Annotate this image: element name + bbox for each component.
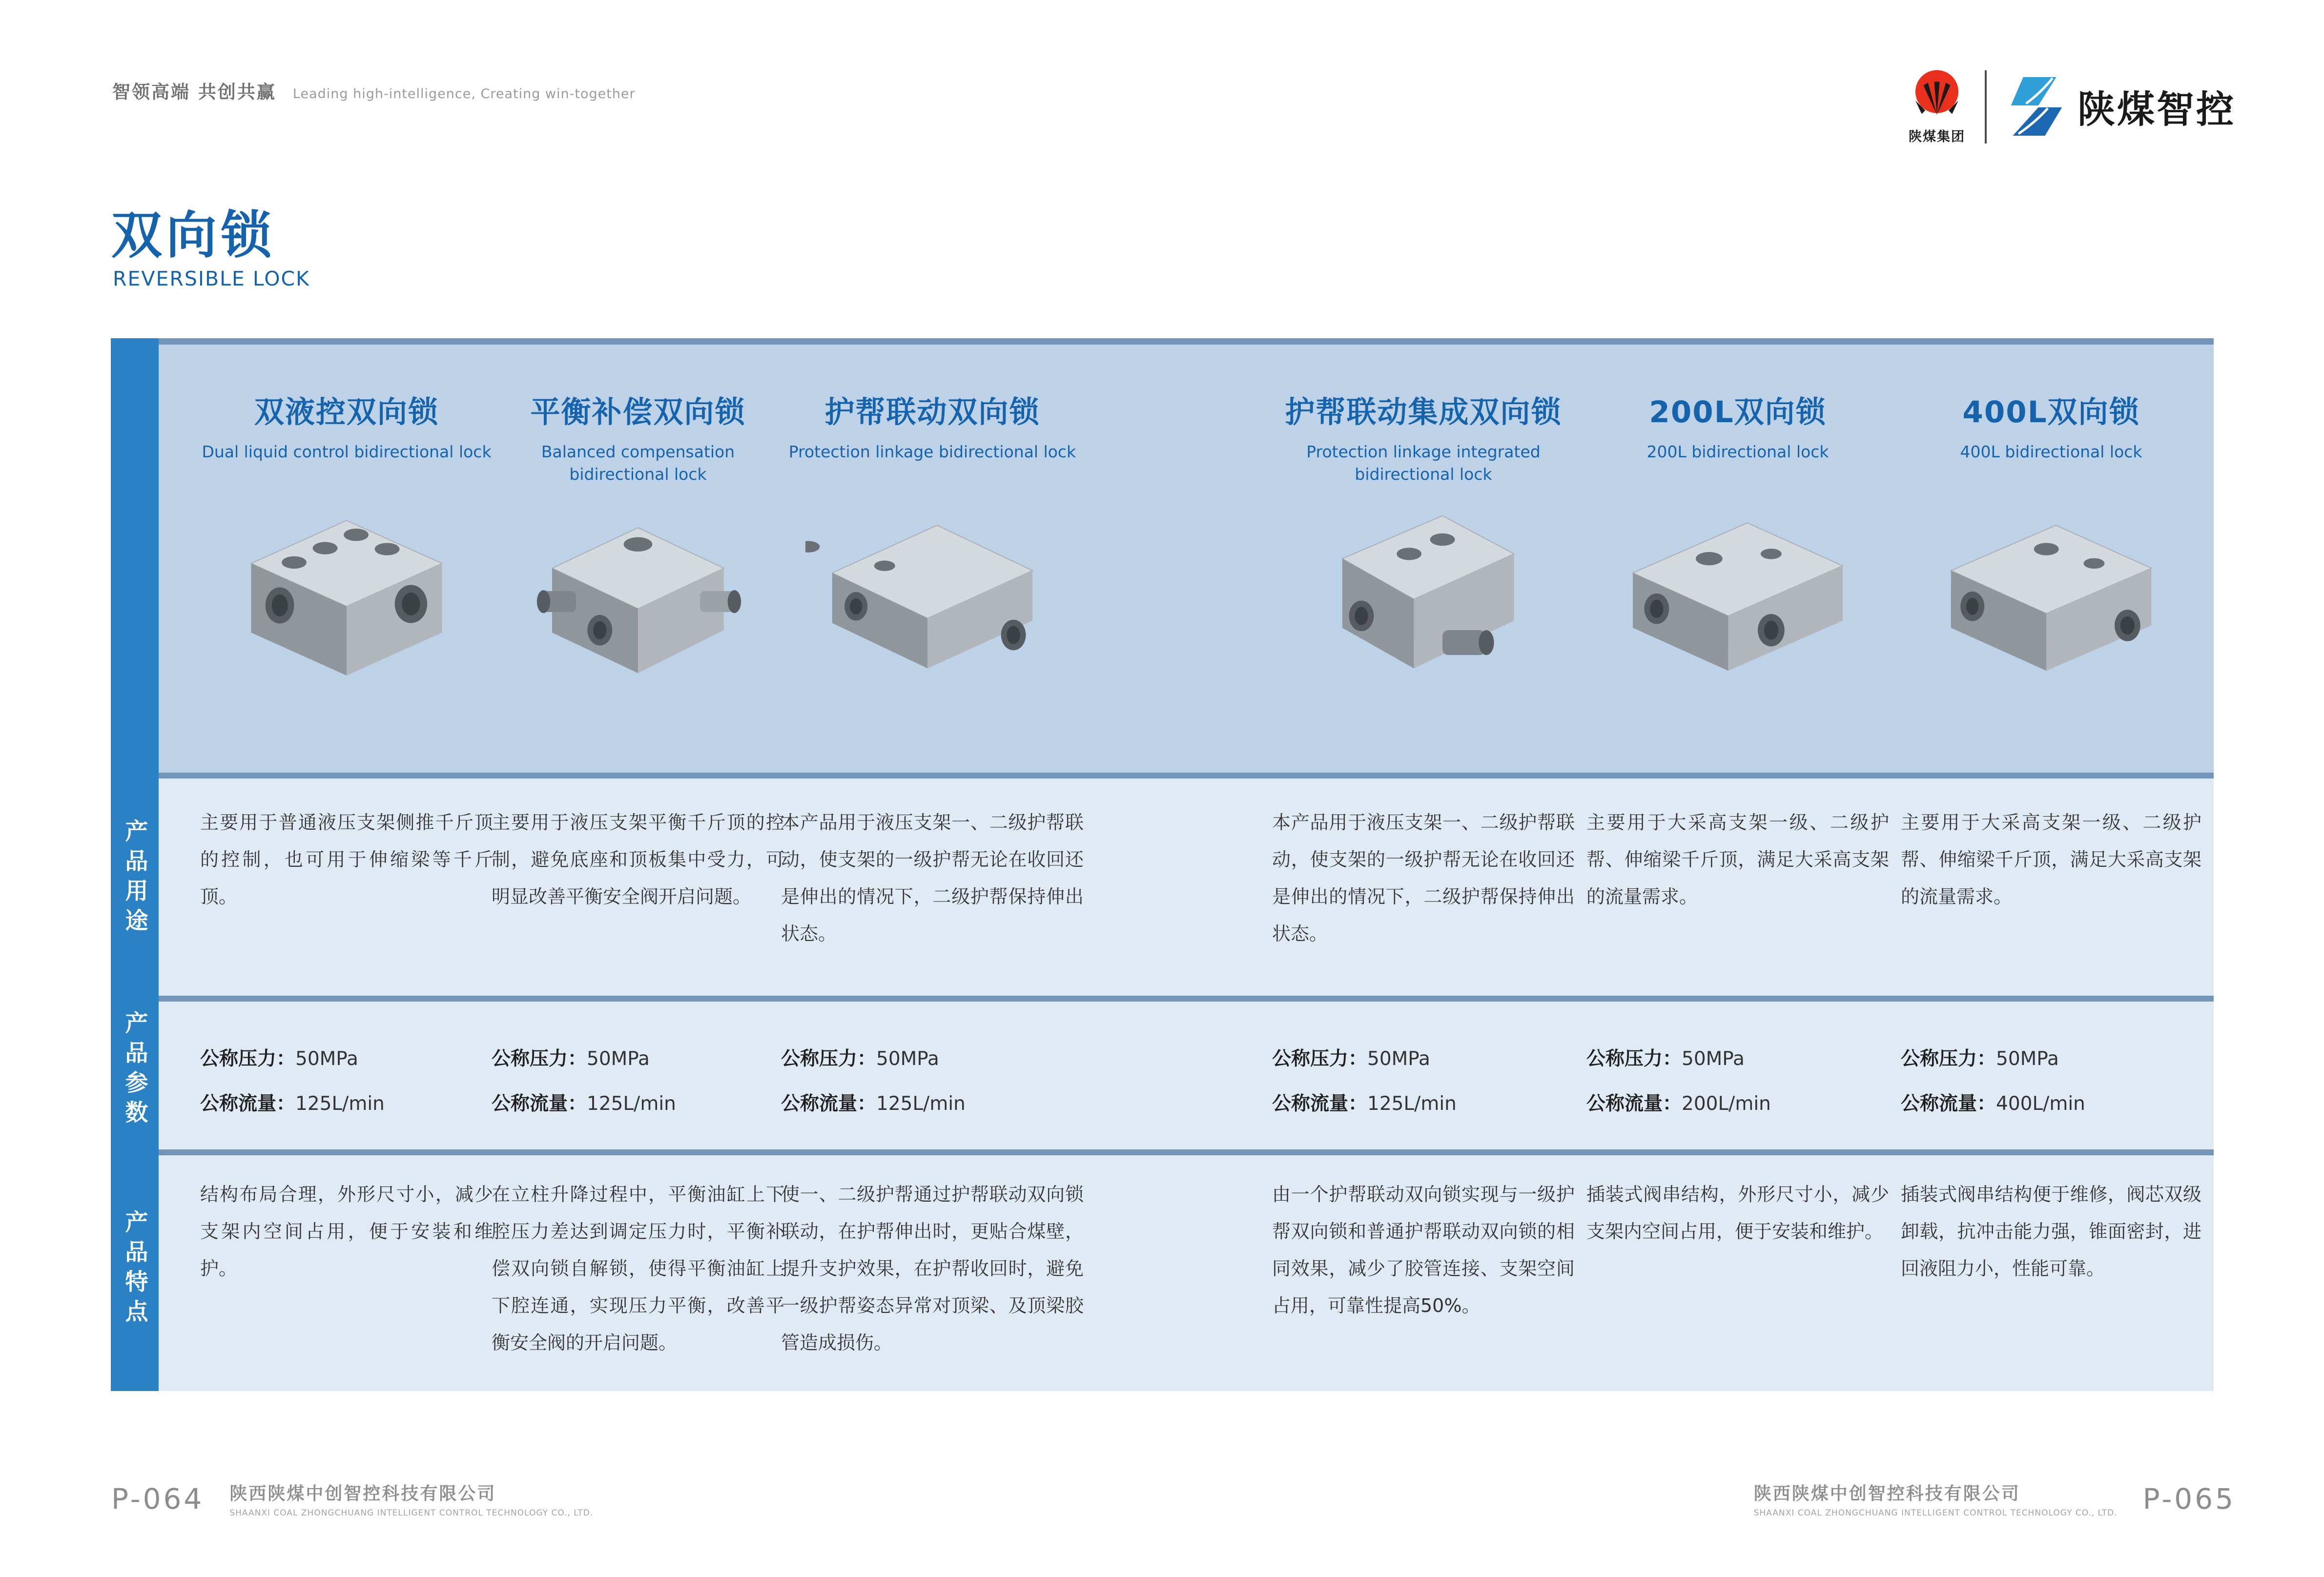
table-content (159, 338, 2214, 1391)
product-name-block (200, 389, 493, 463)
features-cell-2 (492, 1155, 784, 1391)
product-name-cn: 200L双向锁 (1649, 395, 1827, 430)
header-tagline (112, 77, 636, 103)
param-pressure-label: 公称压力： (200, 1048, 296, 1070)
param-flow-label: 公称流量： (200, 1093, 296, 1115)
product-name-en: 400L bidirectional lock (1960, 442, 2142, 461)
page-number-left: P-064 (111, 1482, 205, 1516)
row-label-sidebar (111, 338, 159, 1391)
features-text: 插装式阀串结构便于维修，阀芯双级卸载，抗冲击能力强，锥面密封，进回液阻力小，性能可靠。 (1901, 1184, 2201, 1279)
param-pressure-value: 50MPa (1996, 1048, 2059, 1070)
param-pressure (1272, 1037, 1575, 1082)
product-name-block (781, 389, 1084, 463)
params-cell-1 (200, 1002, 493, 1149)
param-pressure-label: 公称压力： (492, 1048, 587, 1070)
param-flow-value: 125L/min (876, 1093, 966, 1115)
product-image-valve-block-4 (1296, 487, 1550, 697)
features-cell-1 (200, 1155, 493, 1391)
page-title: 双向锁 (111, 205, 276, 265)
product-name-block (1586, 389, 1889, 463)
product-header-3 (781, 345, 1084, 773)
use-cell-1 (200, 778, 493, 996)
param-pressure-value: 50MPa (1367, 1048, 1430, 1070)
param-pressure-value: 50MPa (1682, 1048, 1745, 1070)
param-flow (781, 1082, 1084, 1126)
product-name-cn: 双液控双向锁 (254, 395, 439, 430)
param-pressure (1901, 1037, 2201, 1082)
features-text: 使一、二级护帮通过护帮联动双向锁联动，在护帮伸出时，更贴合煤壁，提升支护效果，在护帮收回时，避免一级护帮姿态异常对顶梁、及顶梁胶管造成损伤。 (781, 1184, 1084, 1353)
company-name-en: SHAANXI COAL ZHONGCHUANG INTELLIGENT CONTROL TECHNOLOGY CO., LTD. (229, 1508, 594, 1518)
product-name-cn: 护帮联动双向锁 (824, 395, 1040, 430)
params-box (1272, 1002, 1575, 1126)
row-separator (159, 1149, 2214, 1155)
param-pressure-label: 公称压力： (1586, 1048, 1682, 1070)
param-pressure (492, 1037, 784, 1082)
company-block (229, 1480, 593, 1518)
product-name-cn: 护帮联动集成双向锁 (1285, 395, 1562, 430)
row-product-params (159, 1002, 2214, 1149)
param-flow-label: 公称流量： (492, 1093, 587, 1115)
product-table (111, 338, 2214, 1391)
use-text: 主要用于大采高支架一级、二级护帮、伸缩梁千斤顶，满足大采高支架的流量需求。 (1586, 812, 1889, 907)
param-flow (1901, 1082, 2201, 1126)
shanmei-zhikong-logo (2006, 75, 2236, 139)
use-text: 主要用于大采高支架一级、二级护帮、伸缩梁千斤顶，满足大采高支架的流量需求。 (1901, 812, 2201, 907)
brand-name: 陕煤智控 (2077, 88, 2236, 132)
features-cell-5 (1586, 1155, 1889, 1391)
shanmei-group-logo (1909, 68, 1965, 145)
param-flow (492, 1082, 784, 1126)
row-label-use: 产品用途 (121, 819, 148, 938)
brand-logos (1909, 68, 2236, 145)
flame-logo-icon (1910, 68, 1964, 122)
logo-divider (1985, 70, 1987, 143)
product-name-en: Dual liquid control bidirectional lock (202, 442, 492, 461)
param-flow (1586, 1082, 1889, 1126)
row-separator (159, 996, 2214, 1002)
param-pressure (1586, 1037, 1889, 1082)
features-cell-3 (781, 1155, 1084, 1391)
param-flow-value: 400L/min (1996, 1093, 2085, 1115)
params-box (1901, 1002, 2201, 1126)
company-name-en: SHAANXI COAL ZHONGCHUANG INTELLIGENT CONTROL TECHNOLOGY CO., LTD. (1753, 1508, 2118, 1518)
row-product-features (159, 1155, 2214, 1391)
features-text: 结构布局合理，外形尺寸小，减少支架内空间占用，便于安装和维护。 (200, 1184, 493, 1279)
param-pressure (200, 1037, 493, 1082)
product-name-cn: 平衡补偿双向锁 (530, 395, 746, 430)
product-name-en: 200L bidirectional lock (1646, 442, 1829, 461)
tagline-en: Leading high-intelligence, Creating win-together (292, 86, 636, 102)
features-cell-6 (1901, 1155, 2201, 1391)
product-header-6 (1901, 345, 2201, 773)
params-box (200, 1002, 493, 1126)
z-mark-icon (2006, 75, 2065, 139)
features-text: 插装式阀串结构，外形尺寸小，减少支架内空间占用，便于安装和维护。 (1586, 1184, 1889, 1242)
features-cell-4 (1272, 1155, 1575, 1391)
product-name-cn: 400L双向锁 (1962, 395, 2140, 430)
params-cell-6 (1901, 1002, 2201, 1149)
params-box (781, 1002, 1084, 1126)
product-header-2 (492, 345, 784, 773)
param-pressure (781, 1037, 1084, 1082)
param-flow-label: 公称流量： (781, 1093, 877, 1115)
param-pressure-value: 50MPa (876, 1048, 939, 1070)
company-name-cn: 陕西陕煤中创智控科技有限公司 (229, 1484, 496, 1504)
use-cell-2 (492, 778, 784, 996)
param-flow-value: 200L/min (1682, 1093, 1771, 1115)
param-flow-value: 125L/min (1367, 1093, 1457, 1115)
params-cell-3 (781, 1002, 1084, 1149)
param-flow (200, 1082, 493, 1126)
param-pressure-label: 公称压力： (1272, 1048, 1368, 1070)
page-number-right: P-065 (2142, 1482, 2236, 1516)
param-pressure-value: 50MPa (587, 1048, 650, 1070)
product-image-valve-block-2 (511, 487, 765, 697)
product-header-5 (1586, 345, 1889, 773)
page-subtitle: REVERSIBLE LOCK (113, 267, 310, 290)
company-block (1754, 1480, 2118, 1518)
footer-right (1754, 1480, 2236, 1518)
company-name-cn: 陕西陕煤中创智控科技有限公司 (1753, 1484, 2020, 1504)
use-cell-6 (1901, 778, 2201, 996)
use-text: 本产品用于液压支架一、二级护帮联动，使支架的一级护帮无论在收回还是伸出的情况下，二级护帮保持伸出状态。 (1272, 812, 1575, 944)
params-cell-4 (1272, 1002, 1575, 1149)
params-box (1586, 1002, 1889, 1126)
product-header-1 (200, 345, 493, 773)
row-label-params: 产品参数 (121, 1011, 148, 1130)
use-text: 主要用于液压支架平衡千斤顶的控制，避免底座和顶板集中受力，可明显改善平衡安全阀开启问题。 (492, 812, 784, 907)
product-image-valve-block-6 (1924, 487, 2178, 697)
params-cell-5 (1586, 1002, 1889, 1149)
product-image-valve-block-1 (220, 487, 473, 697)
product-name-block (1901, 389, 2201, 463)
footer-left (111, 1480, 593, 1518)
product-name-en: Protection linkage bidirectional lock (788, 442, 1076, 461)
param-pressure-label: 公称压力： (781, 1048, 877, 1070)
use-cell-4 (1272, 778, 1575, 996)
product-image-valve-block-5 (1611, 487, 1865, 697)
product-name-block (492, 389, 784, 486)
shanmei-group-label: 陕煤集团 (1909, 129, 1965, 144)
product-image-valve-block-3 (805, 487, 1059, 697)
param-flow (1272, 1082, 1575, 1126)
tagline-cn: 智领高端 共创共赢 (112, 82, 276, 102)
param-flow-label: 公称流量： (1901, 1093, 1996, 1115)
use-text: 本产品用于液压支架一、二级护帮联动，使支架的一级护帮无论在收回还是伸出的情况下，二级护帮保持伸出状态。 (781, 812, 1084, 944)
params-box (492, 1002, 784, 1126)
row-separator (159, 773, 2214, 778)
use-text: 主要用于普通液压支架侧推千斤顶的控制，也可用于伸缩梁等千斤顶。 (200, 812, 493, 907)
param-flow-value: 125L/min (587, 1093, 676, 1115)
param-flow-label: 公称流量： (1272, 1093, 1368, 1115)
param-flow-value: 125L/min (295, 1093, 385, 1115)
row-product-use (159, 778, 2214, 996)
table-top-rule (159, 338, 2214, 345)
product-name-en: Protection linkage integrated bidirectional lock (1306, 442, 1541, 484)
use-cell-3 (781, 778, 1084, 996)
features-text: 由一个护帮联动双向锁实现与一级护帮双向锁和普通护帮联动双向锁的相同效果，减少了胶管连接、支架空间占用，可靠性提高50%。 (1272, 1184, 1575, 1316)
use-cell-5 (1586, 778, 1889, 996)
features-text: 在立柱升降过程中，平衡油缸上下腔压力差达到调定压力时，平衡补偿双向锁自解锁，使得平衡油缸上下腔连通，实现压力平衡，改善平衡安全阀的开启问题。 (492, 1184, 784, 1353)
product-name-en: Balanced compensation bidirectional lock (541, 442, 735, 484)
product-header-4 (1272, 345, 1575, 773)
product-header-band (159, 345, 2214, 773)
param-flow-label: 公称流量： (1586, 1093, 1682, 1115)
param-pressure-value: 50MPa (295, 1048, 358, 1070)
product-name-block (1272, 389, 1575, 486)
row-label-features: 产品特点 (121, 1210, 148, 1329)
param-pressure-label: 公称压力： (1901, 1048, 1996, 1070)
params-cell-2 (492, 1002, 784, 1149)
